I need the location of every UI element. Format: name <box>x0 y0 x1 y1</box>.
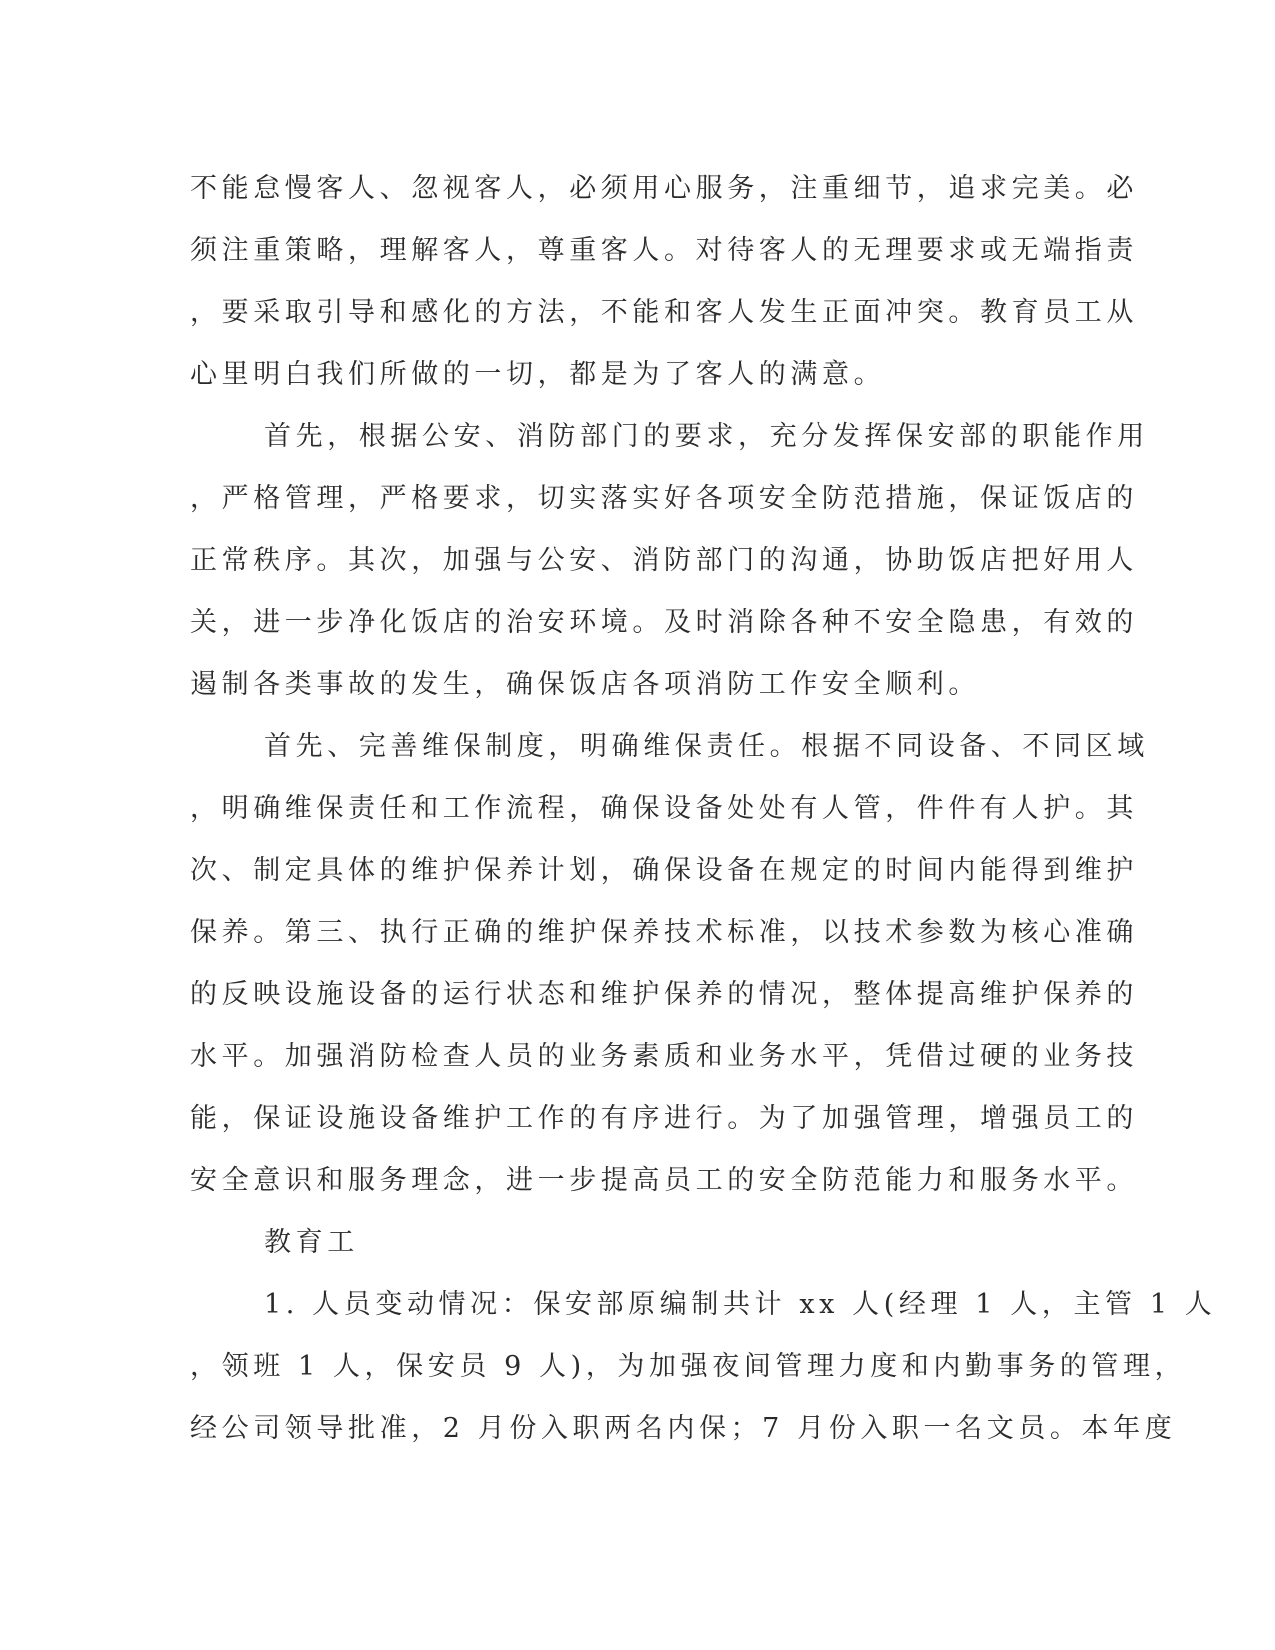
text-line: ，严格管理，严格要求，切实落实好各项安全防范措施，保证饭店的 <box>190 483 1138 514</box>
text-line: 安全意识和服务理念，进一步提高员工的安全防范能力和服务水平。 <box>190 1165 1138 1196</box>
text-line: 须注重策略，理解客人，尊重客人。对待客人的无理要求或无端指责 <box>190 235 1138 266</box>
text-line: 经公司领导批准，2 月份入职两名内保；7 月份入职一名文员。本年度 <box>190 1413 1177 1444</box>
text-line: ，要采取引导和感化的方法，不能和客人发生正面冲突。教育员工从 <box>190 297 1138 328</box>
text-line: 次、制定具体的维护保养计划，确保设备在规定的时间内能得到维护 <box>190 855 1138 886</box>
paragraph-first-line: 首先、完善维保制度，明确维保责任。根据不同设备、不同区域 <box>264 731 1149 762</box>
text-line: 水平。加强消防检查人员的业务素质和业务水平，凭借过硬的业务技 <box>190 1041 1138 1072</box>
paragraph-first-line: 首先，根据公安、消防部门的要求，充分发挥保安部的职能作用 <box>264 421 1149 452</box>
text-line: 遏制各类事故的发生，确保饭店各项消防工作安全顺利。 <box>190 669 980 700</box>
text-line: ，领班 1 人，保安员 9 人)，为加强夜间管理力度和内勤事务的管理， <box>190 1351 1187 1382</box>
section-heading: 教育工 <box>264 1227 359 1258</box>
text-line: 关，进一步净化饭店的治安环境。及时消除各种不安全隐患，有效的 <box>190 607 1138 638</box>
numbered-item-first-line: 1. 人员变动情况：保安部原编制共计 xx 人(经理 1 人，主管 1 人 <box>264 1289 1217 1320</box>
text-line: 能，保证设施设备维护工作的有序进行。为了加强管理，增强员工的 <box>190 1103 1138 1134</box>
text-line: 不能怠慢客人、忽视客人，必须用心服务，注重细节，追求完美。必 <box>190 173 1138 204</box>
text-line: 保养。第三、执行正确的维护保养技术标准，以技术参数为核心准确 <box>190 917 1138 948</box>
text-line: 正常秩序。其次，加强与公安、消防部门的沟通，协助饭店把好用人 <box>190 545 1138 576</box>
text-line: ，明确维保责任和工作流程，确保设备处处有人管，件件有人护。其 <box>190 793 1138 824</box>
document-body <box>190 158 1217 1460</box>
text-line: 的反映设施设备的运行状态和维护保养的情况，整体提高维护保养的 <box>190 979 1138 1010</box>
text-line: 心里明白我们所做的一切，都是为了客人的满意。 <box>190 359 886 390</box>
